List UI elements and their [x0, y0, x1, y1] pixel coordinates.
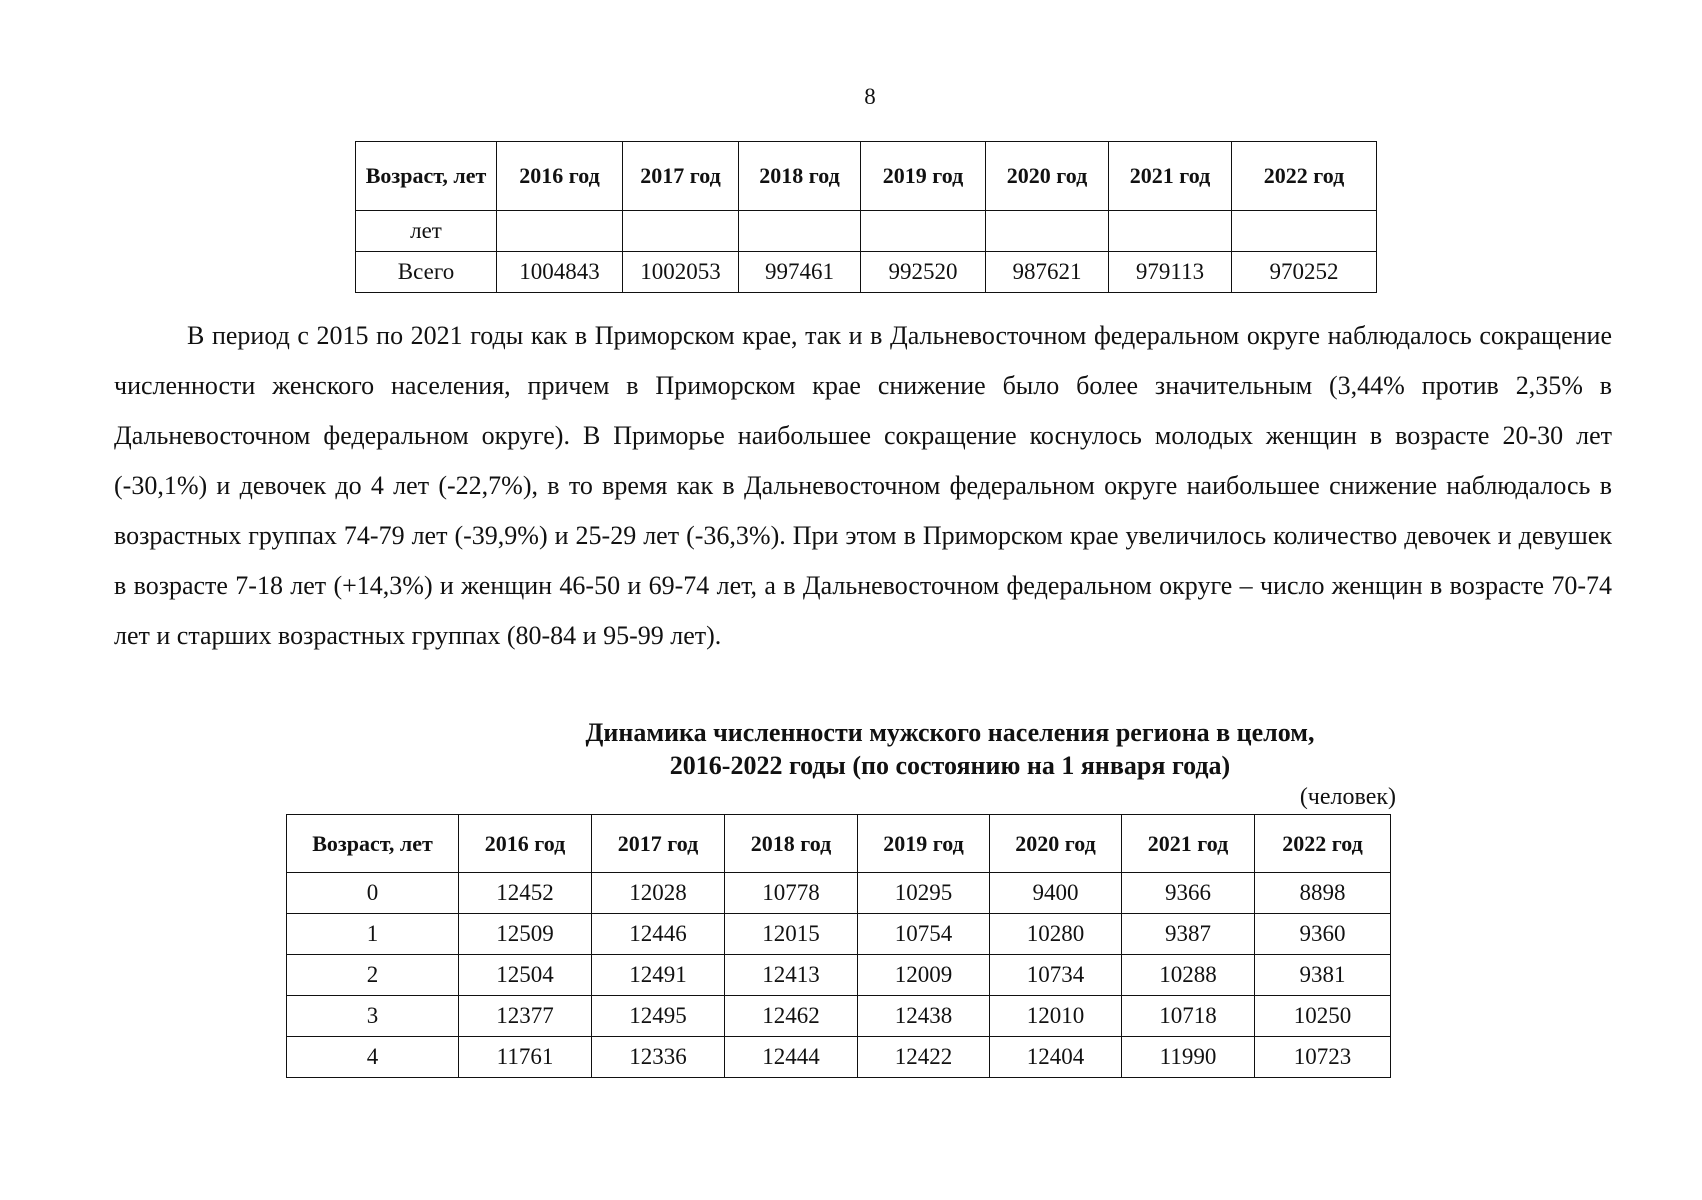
body-paragraph: В период с 2015 по 2021 годы как в Приморском крае, так и в Дальневосточном федеральном округе наблюдалось сокращение численности женского населения, причем в Приморском крае снижение было более значительным (3,44% против 2,35% в Дальневосточном федеральном округе). В Приморье наибольшее сокращение коснулось молодых женщин в возрасте 20-30 лет (-30,1%) и девочек до 4 лет (-22,7%), в то время как в Дальневосточном федеральном округе наибольшее снижение наблюдалось в возрастных группах 74-79 лет (-39,9%) и 25-29 лет (-36,3%). При этом в Приморском крае увеличилось количество девочек и девушек в возрасте 7-18 лет (+14,3%) и женщин 46-50 и 69-74 лет, а в Дальневосточном федеральном округе – число женщин в возрасте 70-74 лет и старших возрастных группах (80-84 и 95-99 лет). [114, 321, 1612, 650]
table-cell [497, 211, 623, 252]
table-cell: 12010 [990, 996, 1122, 1037]
table-cell: 10250 [1255, 996, 1391, 1037]
table-cell [986, 211, 1109, 252]
column-header: 2019 год [861, 142, 986, 211]
table-cell: 9381 [1255, 955, 1391, 996]
column-header: 2019 год [858, 815, 990, 873]
table-title [380, 716, 1520, 782]
table-cell: 9366 [1122, 873, 1255, 914]
column-header: 2017 год [592, 815, 725, 873]
table-row [287, 914, 1391, 955]
table-cell: 11990 [1122, 1037, 1255, 1078]
table-cell [1109, 211, 1232, 252]
table-cell: 10778 [725, 873, 858, 914]
table-cell: 9360 [1255, 914, 1391, 955]
column-header: 2020 год [986, 142, 1109, 211]
table-cell: 10754 [858, 914, 990, 955]
table-cell: 12028 [592, 873, 725, 914]
table-cell: 12413 [725, 955, 858, 996]
table-cell: 3 [287, 996, 459, 1037]
table-cell: 12462 [725, 996, 858, 1037]
column-header: 2018 год [739, 142, 861, 211]
table-cell: 10734 [990, 955, 1122, 996]
table-cell: 12446 [592, 914, 725, 955]
column-header: 2018 год [725, 815, 858, 873]
table-cell: 12495 [592, 996, 725, 1037]
population-table-continued [355, 141, 1377, 293]
table-cell: 12438 [858, 996, 990, 1037]
table-cell: 8898 [1255, 873, 1391, 914]
table-title-line: 2016-2022 годы (по состоянию на 1 января года) [669, 751, 1231, 780]
table-cell: 10280 [990, 914, 1122, 955]
table-cell: Всего [356, 252, 497, 293]
table-cell: 10718 [1122, 996, 1255, 1037]
table-cell: 9400 [990, 873, 1122, 914]
table-cell [861, 211, 986, 252]
table-cell: 12452 [459, 873, 592, 914]
table-title-line: Динамика численности мужского населения региона в целом, [585, 718, 1315, 747]
column-header: 2016 год [497, 142, 623, 211]
table-cell: лет [356, 211, 497, 252]
table-cell [739, 211, 861, 252]
table-cell: 12404 [990, 1037, 1122, 1078]
column-header: 2016 год [459, 815, 592, 873]
page-number: 8 [864, 84, 876, 109]
column-header: 2021 год [1122, 815, 1255, 873]
table-cell: 12422 [858, 1037, 990, 1078]
table-cell: 12377 [459, 996, 592, 1037]
table-units-label: (человек) [1299, 784, 1396, 810]
table-cell [1232, 211, 1377, 252]
table-cell: 987621 [986, 252, 1109, 293]
table-cell: 0 [287, 873, 459, 914]
table-header-row [287, 815, 1391, 873]
column-header: Возраст, лет [287, 815, 459, 873]
column-header: 2021 год [1109, 142, 1232, 211]
column-header: Возраст, лет [356, 142, 497, 211]
table-row-total [356, 252, 1377, 293]
table-cell: 12009 [858, 955, 990, 996]
table-cell: 1004843 [497, 252, 623, 293]
table-row [287, 955, 1391, 996]
table-cell: 12509 [459, 914, 592, 955]
table-row [356, 211, 1377, 252]
table-row [287, 873, 1391, 914]
table-cell: 997461 [739, 252, 861, 293]
table-cell: 12015 [725, 914, 858, 955]
table-header-row [356, 142, 1377, 211]
male-population-table [286, 814, 1391, 1078]
table-cell: 12444 [725, 1037, 858, 1078]
column-header: 2022 год [1232, 142, 1377, 211]
table-cell [623, 211, 739, 252]
table-cell: 4 [287, 1037, 459, 1078]
column-header: 2022 год [1255, 815, 1391, 873]
table-cell: 10723 [1255, 1037, 1391, 1078]
table-cell: 2 [287, 955, 459, 996]
table-cell: 9387 [1122, 914, 1255, 955]
table-cell: 992520 [861, 252, 986, 293]
table-cell: 10295 [858, 873, 990, 914]
column-header: 2020 год [990, 815, 1122, 873]
table-row [287, 1037, 1391, 1078]
column-header: 2017 год [623, 142, 739, 211]
table-cell: 10288 [1122, 955, 1255, 996]
table-cell: 979113 [1109, 252, 1232, 293]
table-cell: 12336 [592, 1037, 725, 1078]
table-cell: 11761 [459, 1037, 592, 1078]
table-cell: 12491 [592, 955, 725, 996]
table-cell: 1002053 [623, 252, 739, 293]
table-cell: 970252 [1232, 252, 1377, 293]
table-cell: 1 [287, 914, 459, 955]
table-row [287, 996, 1391, 1037]
table-cell: 12504 [459, 955, 592, 996]
